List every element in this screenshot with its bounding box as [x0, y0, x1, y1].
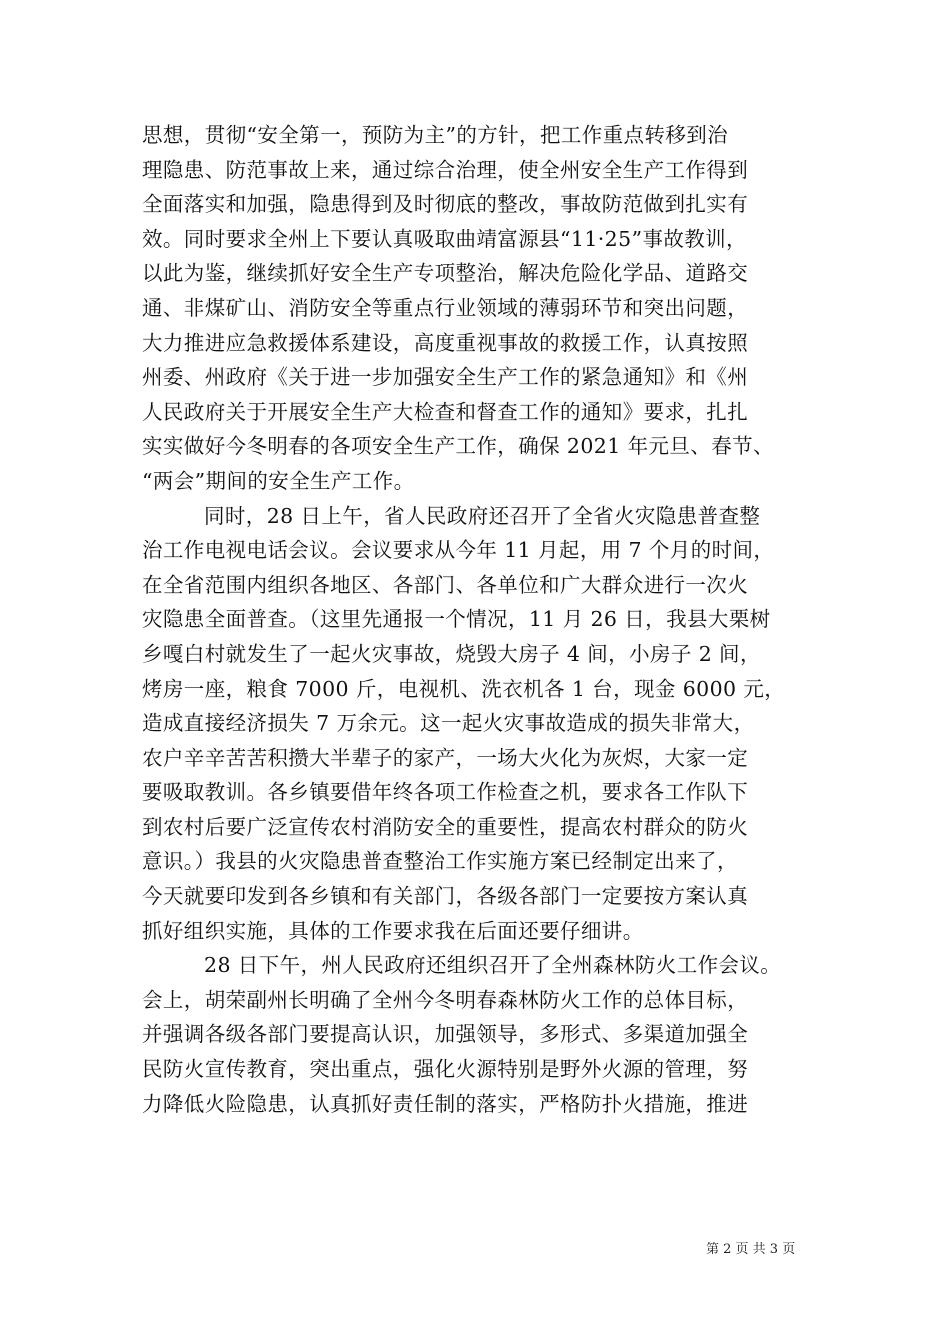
paragraph-1 — [142, 118, 812, 499]
text-line: 实实做好今冬明春的各项安全生产工作，确保 2021 年元旦、春节、 — [142, 434, 774, 459]
text-line: 效。同时要求全州上下要认真吸取曲靖富源县“11·25”事故教训， — [142, 226, 747, 251]
text-line: 治工作电视电话会议。会议要求从今年 11 月起，用 7 个月的时间， — [142, 538, 775, 563]
text-line: 全面落实和加强，隐患得到及时彻底的整改，事故防范做到扎实有 — [142, 192, 749, 217]
text-line: 州委、州政府《关于进一步加强安全生产工作的紧急通知》和《州 — [142, 365, 749, 390]
paragraph-2 — [142, 499, 812, 949]
text-line: “两会”期间的安全生产工作。 — [142, 468, 415, 493]
text-line: 以此为鉴，继续抓好安全生产专项整治，解决危险化学品、道路交 — [142, 261, 749, 286]
text-line: 农户辛辛苦苦积攒大半辈子的家产，一场大火化为灰烬，大家一定 — [142, 745, 749, 770]
text-line: 理隐患、防范事故上来，通过综合治理，使全州安全生产工作得到 — [142, 157, 749, 182]
text-line: 烤房一座，粮食 7000 斤，电视机、洗衣机各 1 台，现金 6000 元， — [142, 676, 786, 701]
document-body — [142, 118, 812, 1121]
text-line: 民防火宣传教育，突出重点，强化火源特别是野外火源的管理，努 — [142, 1057, 749, 1082]
text-line: 乡嘎白村就发生了一起火灾事故，烧毁大房子 4 间，小房子 2 间， — [142, 641, 761, 666]
text-line: 要吸取教训。各乡镇要借年终各项工作检查之机，要求各工作队下 — [142, 780, 749, 805]
text-line: 力降低火险隐患，认真抓好责任制的落实，严格防扑火措施，推进 — [142, 1091, 749, 1116]
text-line: 在全省范围内组织各地区、各部门、各单位和广大群众进行一次火 — [142, 572, 749, 597]
text-line: 今天就要印发到各乡镇和有关部门，各级各部门一定要按方案认真 — [142, 884, 749, 909]
text-line: 并强调各级各部门要提高认识，加强领导，多形式、多渠道加强全 — [142, 1022, 749, 1047]
text-line: 大力推进应急救援体系建设，高度重视事故的救援工作，认真按照 — [142, 330, 749, 355]
text-line: 到农村后要广泛宣传农村消防安全的重要性，提高农村群众的防火 — [142, 814, 749, 839]
text-line: 灾隐患全面普查。（这里先通报一个情况，11 月 26 日，我县大栗树 — [142, 607, 771, 632]
text-line: 思想，贯彻“安全第一，预防为主”的方针，把工作重点转移到治 — [142, 123, 729, 147]
text-line: 通、非煤矿山、消防安全等重点行业领域的薄弱环节和突出问题， — [142, 295, 749, 320]
paragraph-3 — [142, 948, 812, 1121]
text-line: 人民政府关于开展安全生产大检查和督查工作的通知》要求，扎扎 — [142, 399, 749, 424]
text-line-indented: 同时，28 日上午，省人民政府还召开了全省火灾隐患普查整 — [204, 503, 761, 528]
text-line: 抓好组织实施，具体的工作要求我在后面还要仔细讲。 — [142, 918, 644, 943]
text-line: 意识。）我县的火灾隐患普查整治工作实施方案已经制定出来了， — [142, 849, 738, 874]
text-line-indented: 28 日下午，州人民政府还组织召开了全州森林防火工作会议。 — [204, 953, 782, 978]
page-number-footer: 第 2 页 共 3 页 — [706, 1242, 796, 1257]
text-line: 会上，胡荣副州长明确了全州今冬明春森林防火工作的总体目标， — [142, 987, 749, 1012]
text-line: 造成直接经济损失 7 万余元。这一起火灾事故造成的损失非常大， — [142, 711, 755, 736]
